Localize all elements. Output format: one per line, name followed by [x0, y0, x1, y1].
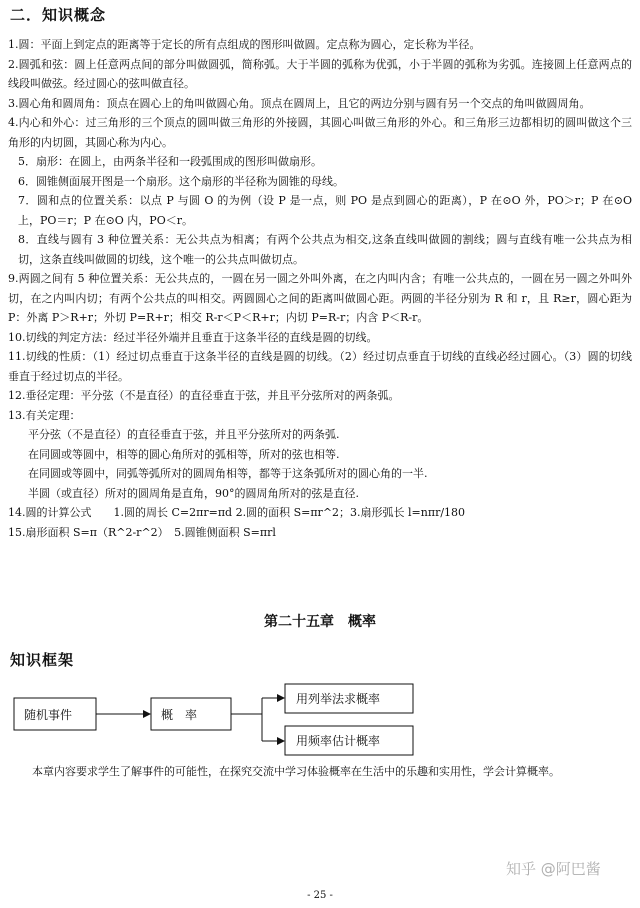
node-frequency-label: 用频率估计概率 [296, 734, 381, 748]
list-item: 5．扇形：在圆上，由两条半径和一段弧围成的图形叫做扇形。 [18, 155, 322, 168]
node-random-event-label: 随机事件 [24, 708, 73, 722]
node-frequency-estimation [285, 726, 413, 755]
chapter-title: 第二十五章 概率 [264, 614, 376, 630]
list-item: 在同圆或等圆中，相等的圆心角所对的弧相等，所对的弦也相等. [28, 447, 340, 461]
watermark: 知乎 @阿巴酱 [506, 860, 601, 878]
section-title: 二．知识概念 [10, 6, 107, 24]
list-item: 13.有关定理： [8, 408, 81, 422]
list-item: 半圆（或直径）所对的圆周角是直角，90°的圆周角所对的弦是直径. [28, 486, 359, 500]
list-item: 9.两圆之间有 5 种位置关系：无公共点的，一圆在另一圆之外叫外离，在之内叫内含；有唯一公共点的，一圆在另一圆之外叫外切，在之内叫内切；有两个公共点的叫相交。两圆圆心之间的距离叫做圆心距。两圆的半径分别为 R 和 r，且 R≥r，圆心距为 P：外离 P＞R+r；外切 P=R+r；相交 R-r＜P＜R+r；内切 P=R-r；内含 P＜R-r。 [8, 272, 632, 324]
page-number: - 25 - [307, 890, 333, 901]
knowledge-list [8, 35, 632, 542]
knowledge-framework-diagram [0, 676, 640, 756]
list-item: 10.切线的判定方法：经过半径外端并且垂直于这条半径的直线是圆的切线。 [8, 330, 378, 344]
list-item: 8．直线与圆有 3 种位置关系：无公共点为相离；有两个公共点为相交,这条直线叫做圆的割线；圆与直线有唯一公共点为相切，这条直线叫做圆的切线，这个唯一的公共点叫做切点。 [18, 233, 632, 266]
list-item: 11.切线的性质：（1）经过切点垂直于这条半径的直线是圆的切线。（2）经过切点垂直于切线的直线必经过圆心。（3）圆的切线垂直于经过切点的半径。 [8, 350, 632, 383]
list-item: 4.内心和外心：过三角形的三个顶点的圆叫做三角形的外接圆，其圆心叫做三角形的外心。和三角形三边都相切的圆叫做这个三角形的内切圆，其圆心称为内心。 [8, 116, 632, 149]
chapter-intro: 本章内容要求学生了解事件的可能性，在探究交流中学习体验概率在生活中的乐趣和实用性，学会计算概率。 [32, 765, 560, 778]
list-item: 2.圆弧和弦：圆上任意两点间的部分叫做圆弧，简称弧。大于半圆的弧称为优弧，小于半圆的弧称为劣弧。连接圆上任意两点的线段叫做弦。经过圆心的弦叫做直径。 [8, 57, 632, 90]
node-probability [151, 698, 231, 730]
list-item: 12.垂径定理：平分弦（不是直径）的直径垂直于弦，并且平分弦所对的两条弧。 [8, 389, 400, 402]
framework-title: 知识框架 [10, 651, 75, 669]
list-item: 3.圆心角和圆周角：顶点在圆心上的角叫做圆心角。顶点在圆周上，且它的两边分别与圆有另一个交点的角叫做圆周角。 [8, 96, 591, 110]
list-item: 在同圆或等圆中，同弧等弧所对的圆周角相等，都等于这条弧所对的圆心角的一半. [28, 467, 428, 480]
node-enumeration-method [285, 684, 413, 713]
node-random-event [14, 698, 96, 730]
node-enumeration-label: 用列举法求概率 [296, 692, 381, 706]
list-item: 平分弦（不是直径）的直径垂直于弦，并且平分弦所对的两条弧. [28, 428, 340, 441]
list-item: 1.圆：平面上到定点的距离等于定长的所有点组成的图形叫做圆。定点称为圆心，定长称为半径。 [8, 38, 481, 51]
list-item: 7．圆和点的位置关系：以点 P 与圆 O 的为例（设 P 是一点，则 PO 是点到圆心的距离），P 在⊙O 外，PO＞r；P 在⊙O 上，PO＝r；P 在⊙O 内，PO＜r。 [18, 194, 632, 227]
list-item: 15.扇形面积 S=π（R^2-r^2） 5.圆锥侧面积 S=πrl [8, 525, 276, 539]
node-probability-label: 概 率 [161, 708, 198, 722]
list-item: 14.圆的计算公式 1.圆的周长 C=2πr=πd 2.圆的面积 S=πr^2；3.扇形弧长 l=nπr/180 [8, 506, 466, 519]
list-item: 6．圆锥侧面展开图是一个扇形。这个扇形的半径称为圆锥的母线。 [18, 174, 344, 188]
